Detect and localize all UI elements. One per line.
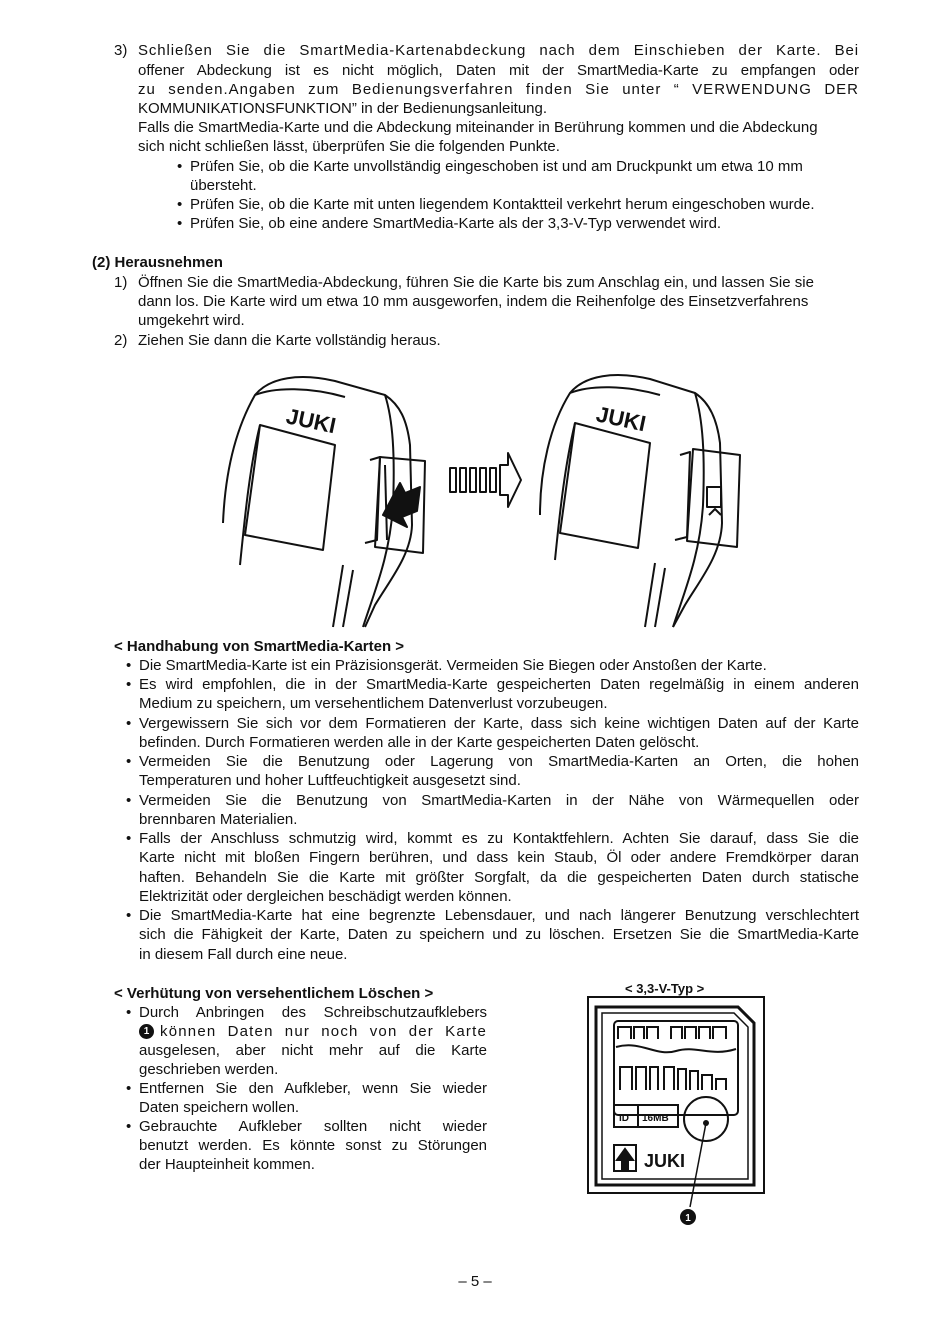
bullet-dot: • (126, 1080, 132, 1097)
check-line: übersteht. (190, 177, 257, 194)
bullet-line: Karte nicht mit bloßen Fingern berühren, und dass kein Staub, Öl oder andere Fremdkörper daran (139, 849, 859, 866)
bullet-line: Medium zu speichern, um versehentlichem Datenverlust vorzubeugen. (139, 695, 608, 712)
smartmedia-card-illustration (586, 995, 766, 1235)
bullet-dot: • (126, 657, 132, 674)
brand-logo-right: JUKI (593, 401, 649, 437)
bullet-line: Vermeiden Sie die Benutzung von SmartMedia-Karten in der Nähe von Wärmequellen oder (139, 792, 859, 809)
paragraph-line: Ziehen Sie dann die Karte vollständig heraus. (138, 332, 441, 349)
section-heading: < Verhütung von versehentlichem Löschen > (114, 985, 434, 1002)
bullet-line-with-marker (139, 1022, 487, 1041)
bullet-line: Die SmartMedia-Karte ist ein Präzisionsgerät. Vermeiden Sie Biegen oder Anstoßen der Karte. (139, 657, 767, 674)
paragraph-line: Öffnen Sie die SmartMedia-Abdeckung, führen Sie die Karte bis zum Anschlag ein, und lassen Sie sie (138, 274, 814, 291)
write-protect-area (684, 1097, 728, 1141)
bullet-line: Daten speichern wollen. (139, 1099, 300, 1116)
card-right (687, 449, 740, 547)
bullet-line: haften. Behandeln Sie die Karte mit größter Sorgfalt, da die gespeicherten Daten durch statische (139, 869, 859, 886)
bullet-line: benutzt werden. Es könnte sonst zu Störungen (139, 1137, 487, 1154)
callout-number: 1 (685, 1213, 691, 1224)
item-number: 1) (114, 274, 128, 291)
bullet-line: befinden. Durch Formatieren werden alle in der Karte gespeicherten Daten gelöscht. (139, 734, 700, 751)
bullet-line: ausgelesen, aber nicht mehr auf die Karte (139, 1042, 487, 1059)
paragraph-line: zu senden.Angaben zum Bedienungsverfahren finden Sie unter “ VERWENDUNG DER (138, 81, 859, 98)
paragraph-line: KOMMUNIKATIONSFUNKTION” in der Bedienungsanleitung. (138, 100, 548, 117)
item-number: 2) (114, 332, 128, 349)
id-label: ID (619, 1113, 629, 1124)
bullet-line: Temperaturen und hoher Luftfeuchtigkeit ausgesetzt sind. (139, 772, 521, 789)
paragraph-line: Falls die SmartMedia-Karte und die Abdeckung miteinander in Berührung kommen und die Abdeckung (138, 119, 818, 136)
bullet-dot: • (177, 215, 183, 232)
check-line: Prüfen Sie, ob die Karte unvollständig eingeschoben ist und am Druckpunkt um etwa 10 mm (190, 158, 803, 175)
insert-arrow (383, 483, 420, 527)
direction-arrow (450, 453, 521, 507)
bullet-line: sich die Fähigkeit der Karte, Daten zu speichern und zu löschen. Ersetzen Sie die SmartMedia-Karte (139, 926, 859, 943)
bullet-line: Vergewissern Sie sich vor dem Formatieren der Karte, dass sich keine wichtigen Daten auf der Karte (139, 715, 859, 732)
bullet-line: brennbaren Materialien. (139, 811, 298, 828)
bullet-line: Falls der Anschluss schmutzig wird, kommt es zu Kontaktfehlern. Achten Sie darauf, dass Sie die (139, 830, 859, 847)
section-heading: (2) Herausnehmen (92, 254, 223, 271)
bullet-line: Es wird empfohlen, die in der SmartMedia-Karte gespeicherten Daten regelmäßig in einem anderen (139, 676, 859, 693)
paragraph-line: dann los. Die Karte wird um etwa 10 mm ausgeworfen, indem die Reihenfolge des Einsetzverfahrens (138, 293, 809, 310)
section-heading: < Handhabung von SmartMedia-Karten > (114, 638, 405, 655)
bullet-line: Entfernen Sie den Aufkleber, wenn Sie wieder (139, 1080, 487, 1097)
card-caption: < 3,3-V-Typ > (625, 981, 705, 996)
brand-logo-left: JUKI (283, 403, 339, 439)
paragraph-line: Schließen Sie die SmartMedia-Kartenabdeckung nach dem Einschieben der Karte. Bei (138, 42, 859, 59)
page-number: – 5 – (458, 1273, 492, 1290)
bullet-line: der Haupteinheit kommen. (139, 1156, 315, 1173)
bullet-line: in diesem Fall durch eine neue. (139, 946, 348, 963)
bullet-line: geschrieben werden. (139, 1061, 279, 1078)
bullet-line: Durch Anbringen des Schreibschutzaufklebers (139, 1004, 487, 1021)
bullet-dot: • (126, 792, 132, 809)
bullet-dot: • (126, 753, 132, 770)
bullet-line: Vermeiden Sie die Benutzung oder Lagerung von SmartMedia-Karten an Orten, die hohen (139, 753, 859, 770)
bullet-dot: • (126, 1004, 132, 1021)
bullet-dot: • (126, 715, 132, 732)
paragraph-line: offener Abdeckung ist es nicht möglich, Daten mit der SmartMedia-Karte zu empfangen oder (138, 62, 859, 79)
paragraph-line: sich nicht schließen lässt, überprüfen Sie die folgenden Punkte. (138, 138, 560, 155)
bullet-dot: • (126, 830, 132, 847)
card-ejection-illustration (215, 365, 760, 630)
check-line: Prüfen Sie, ob eine andere SmartMedia-Karte als der 3,3-V-Typ verwendet wird. (190, 215, 722, 232)
check-line: Prüfen Sie, ob die Karte mit unten liegendem Kontaktteil verkehrt herum eingeschoben wurde. (190, 196, 815, 213)
paragraph-line: umgekehrt wird. (138, 312, 245, 329)
bullet-line: Gebrauchte Aufkleber sollten nicht wieder (139, 1118, 487, 1135)
size-label: 16MB (642, 1113, 669, 1124)
card-brand-logo: JUKI (644, 1151, 686, 1171)
item-number: 3) (114, 42, 128, 59)
marker-1-icon: 1 (139, 1024, 154, 1039)
bullet-dot: • (126, 676, 132, 693)
bullet-dot: • (126, 1118, 132, 1135)
bullet-line: Elektrizität oder dergleichen beschädigt werden können. (139, 888, 512, 905)
bullet-dot: • (177, 158, 183, 175)
bullet-text: können Daten nur noch von der Karte (160, 1023, 487, 1040)
bullet-dot: • (177, 196, 183, 213)
bullet-line: Die SmartMedia-Karte hat eine begrenzte Lebensdauer, und nach längerer Benutzung verschlechtert (139, 907, 859, 924)
bullet-dot: • (126, 907, 132, 924)
